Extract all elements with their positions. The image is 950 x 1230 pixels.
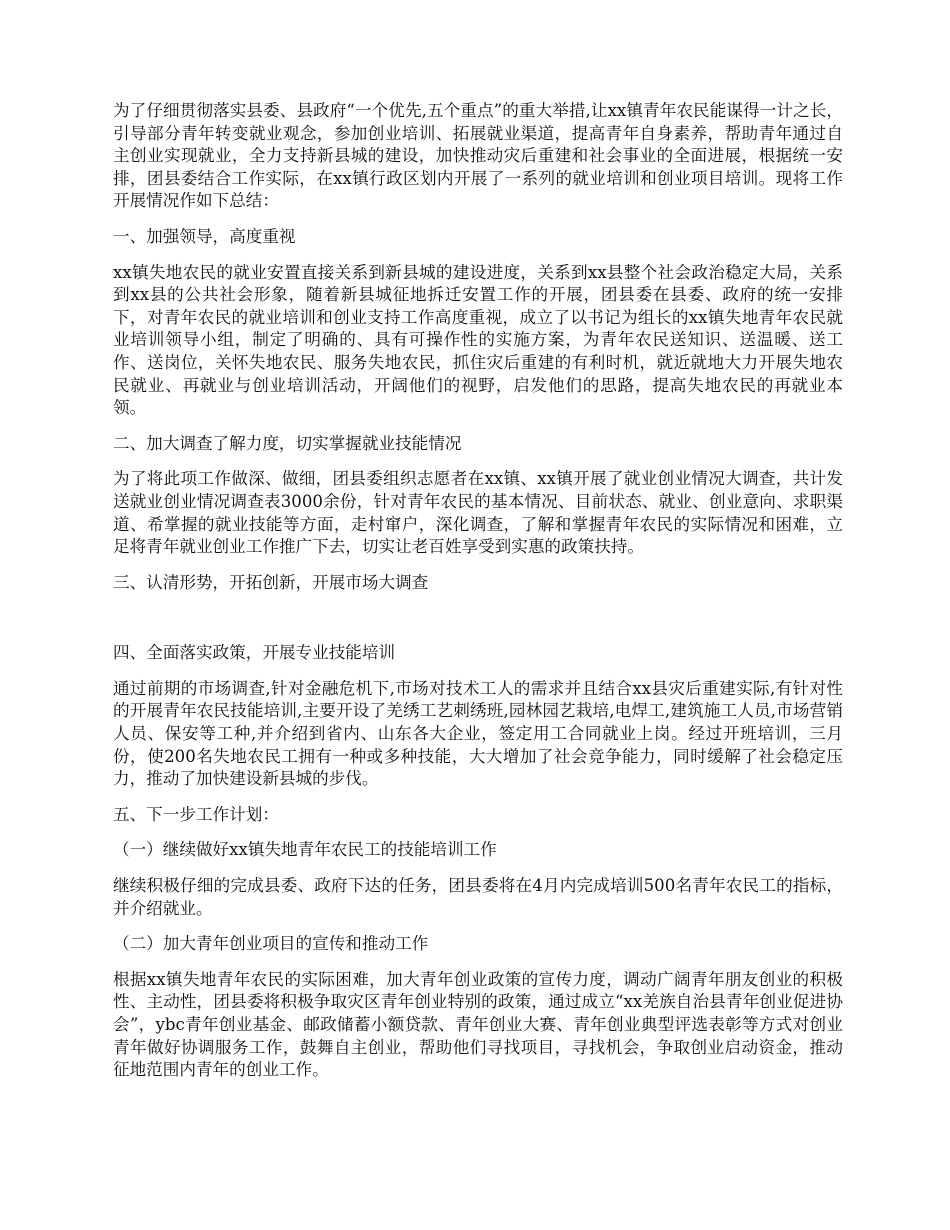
section-2-paragraph: 为了将此项工作做深、做细，团县委组织志愿者在xx镇、xx镇开展了就业创业情况大调查，共计发送就业创业情况调查表3000余份，针对青年农民的基本情况、目前状态、就业、创业意向、求职渠道、希掌握的就业技能等方面，走村窜户，深化调查，了解和掌握青年农民的实际情况和困难，立足将青年就业创业工作推广下去，切实让老百姓享受到实惠的政策扶持。: [113, 469, 843, 557]
section-5-heading: 五、下一步工作计划：: [113, 804, 279, 824]
subsection-2-paragraph: 根据xx镇失地青年农民的实际困难，加大青年创业政策的宣传力度，调动广阔青年朋友创业的积极性、主动性，团县委将积极争取灾区青年创业特别的政策，通过成立“xx羌族自治县青年创业促进协会”，ybc青年创业基金、邮政储蓄小额贷款、青年创业大赛、青年创业典型评选表彰等方式对创业青年做好协调服务工作，鼓舞自主创业，帮助他们寻找项目，寻找机会，争取创业启动资金，推动征地范围内青年的创业工作。: [113, 969, 843, 1080]
section-1-heading: 一、加强领导，高度重视: [113, 226, 296, 246]
subsection-1-heading: （一）继续做好xx镇失地青年农民工的技能培训工作: [113, 840, 497, 860]
subsection-2-heading: （二）加大青年创业项目的宣传和推动工作: [113, 934, 429, 954]
section-3-heading: 三、认清形势，开拓创新，开展市场大调查: [113, 572, 429, 592]
intro-paragraph: 为了仔细贯彻落实县委、县政府“一个优先,五个重点”的重大举措,让xx镇青年农民能谋得一计之长，引导部分青年转变就业观念，参加创业培训、拓展就业渠道，提高青年自身素养，帮助青年通过自主创业实现就业，全力支持新县城的建设，加快推动灾后重建和社会事业的全面进展，根据统一安排，团县委结合工作实际，在xx镇行政区划内开展了一系列的就业培训和创业项目培训。现将工作开展情况作如下总结：: [113, 101, 843, 211]
subsection-1-paragraph: 继续积极仔细的完成县委、政府下达的任务，团县委将在4月内完成培训500名青年农民工的指标，并介绍就业。: [113, 876, 843, 918]
document-body: [113, 100, 843, 1095]
section-2-heading: 二、加大调查了解力度，切实掌握就业技能情况: [113, 433, 462, 453]
section-3-empty-space: [113, 607, 843, 642]
section-4-paragraph: 通过前期的市场调查,针对金融危机下,市场对技术工人的需求并且结合xx县灾后重建实际,有针对性的开展青年农民技能培训,主要开设了羌绣工艺刺绣班,园林园艺栽培,电焊工,建筑施工人员,市场营销人员、保安等工种,并介绍到省内、山东各大企业，签定用工合同就业上岗。经过开班培训，三月份，使200名失地农民工拥有一种或多种技能，大大增加了社会竞争能力，同时缓解了社会稳定压力，推动了加快建设新县城的步伐。: [113, 678, 843, 789]
section-4-heading: 四、全面落实政策，开展专业技能培训: [113, 643, 396, 663]
section-1-paragraph: xx镇失地农民的就业安置直接关系到新县城的建设进度，关系到xx县整个社会政治稳定大局，关系到xx县的公共社会形象，随着新县城征地拆迁安置工作的开展，团县委在县委、政府的统一安排下，对青年农民的就业培训和创业支持工作高度重视，成立了以书记为组长的xx镇失地青年农民就业培训领导小组，制定了明确的、具有可操作性的实施方案，为青年农民送知识、送温暖、送工作、送岗位，关怀失地农民、服务失地农民，抓住灾后重建的有利时机，就近就地大力开展失地农民就业、再就业与创业培训活动，开阔他们的视野，启发他们的思路，提高失地农民的再就业本领。: [113, 262, 843, 418]
